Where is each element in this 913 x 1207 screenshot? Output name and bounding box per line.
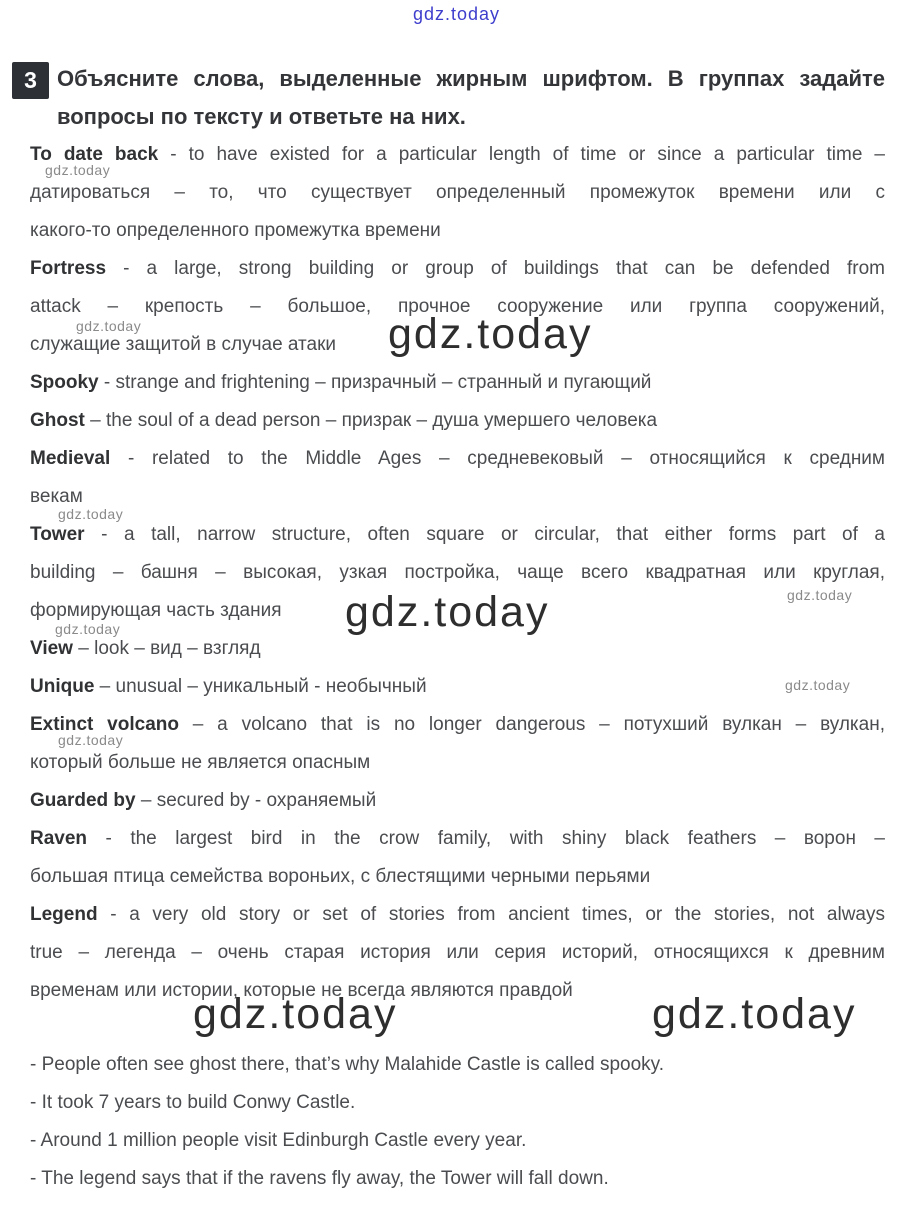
- vocab-entry-fortress: [30, 250, 885, 364]
- vocab-term: Medieval: [30, 448, 111, 469]
- vocab-line: какого-то определенного промежутка времени: [30, 220, 441, 241]
- vocab-line: true – легенда – очень старая история или серия историй, относящихся к древним: [30, 942, 885, 963]
- answer-list: [30, 1046, 885, 1198]
- vocab-line: [30, 250, 885, 288]
- vocab-definition: - a large, strong building or group of buildings that can be defended from: [106, 258, 885, 279]
- vocab-term: Unique: [30, 676, 95, 697]
- exercise-heading-line: Объясните слова, выделенные жирным шрифтом. В группах задайте: [57, 66, 885, 91]
- vocab-entry-tower: [30, 516, 885, 630]
- vocab-entry-extinct-volcano: [30, 706, 885, 782]
- site-watermark-top: gdz.today: [412, 4, 501, 24]
- vocab-term: Raven: [30, 828, 88, 849]
- vocab-entry-medieval: [30, 440, 885, 516]
- vocab-line: [30, 896, 885, 934]
- vocab-entry-raven: [30, 820, 885, 896]
- vocab-term: Fortress: [30, 258, 107, 279]
- vocab-line: [30, 402, 885, 440]
- vocab-line: служащие защитой в случае атаки: [30, 334, 337, 355]
- vocab-term: Guarded by: [30, 790, 136, 811]
- site-watermark-large: gdz.today: [193, 990, 398, 1038]
- vocab-entry-to-date-back: [30, 136, 885, 250]
- vocab-line: который больше не является опасным: [30, 752, 371, 773]
- vocab-line: формирующая часть здания: [30, 600, 282, 621]
- vocab-line: [30, 706, 885, 744]
- vocab-line: временам или истории, которые не всегда являются правдой: [30, 980, 573, 1001]
- site-watermark-small: gdz.today: [76, 318, 142, 334]
- vocab-entry-view: [30, 630, 885, 668]
- vocab-term: Spooky: [30, 372, 99, 393]
- vocab-term: View: [30, 638, 73, 659]
- vocab-term: Ghost: [30, 410, 85, 431]
- site-watermark-small: gdz.today: [58, 506, 124, 522]
- vocab-entry-ghost: [30, 402, 885, 440]
- site-watermark-small: gdz.today: [45, 162, 111, 178]
- vocab-term: Legend: [30, 904, 98, 925]
- site-watermark-small: gdz.today: [55, 621, 121, 637]
- vocab-definition: – a volcano that is no longer dangerous – потухший вулкан – вулкан,: [178, 714, 885, 735]
- vocab-line: датироваться – то, что существует определенный промежуток времени или с: [30, 182, 885, 203]
- vocab-entry-unique: [30, 668, 885, 706]
- vocab-entry-legend: [30, 896, 885, 1010]
- vocab-definition: - the largest bird in the crow family, with shiny black feathers – ворон –: [87, 828, 885, 849]
- vocab-line: [30, 668, 885, 706]
- vocab-line: [30, 364, 885, 402]
- vocab-line: attack – крепость – большое, прочное сооружение или группа сооружений,: [30, 296, 885, 317]
- exercise-number-badge: 3: [12, 62, 49, 99]
- vocab-line: [30, 516, 885, 554]
- vocab-term: To date back: [30, 144, 159, 165]
- site-watermark-small: gdz.today: [58, 732, 124, 748]
- vocab-definition: - strange and frightening – призрачный – странный и пугающий: [98, 372, 652, 393]
- site-watermark-small: gdz.today: [785, 677, 851, 693]
- answer-item: - It took 7 years to build Conwy Castle.: [30, 1092, 356, 1113]
- vocab-line: [30, 782, 885, 820]
- vocab-line: [30, 440, 885, 478]
- answer-item: - People often see ghost there, that’s why Malahide Castle is called spooky.: [30, 1054, 665, 1075]
- vocab-line: [30, 630, 885, 668]
- site-watermark-large: gdz.today: [345, 588, 550, 636]
- vocab-line: building – башня – высокая, узкая постройка, чаще всего квадратная или круглая,: [30, 562, 885, 583]
- vocab-term: Tower: [30, 524, 85, 545]
- exercise-heading-line: вопросы по тексту и ответьте на них.: [57, 104, 466, 129]
- vocab-line: [30, 136, 885, 174]
- vocab-line: векам: [30, 486, 83, 507]
- site-watermark-large: gdz.today: [652, 990, 857, 1038]
- exercise-heading: [57, 60, 885, 136]
- vocab-definition: – secured by - охраняемый: [135, 790, 377, 811]
- vocab-term: Extinct volcano: [30, 714, 179, 735]
- site-watermark-large: gdz.today: [388, 310, 593, 358]
- vocab-line: большая птица семейства вороньих, с блестящими черными перьями: [30, 866, 651, 887]
- vocab-definition: – unusual – уникальный - необычный: [94, 676, 427, 697]
- site-watermark-small: gdz.today: [787, 587, 853, 603]
- vocabulary-list: [30, 136, 885, 1010]
- vocab-definition: – the soul of a dead person – призрак – душа умершего человека: [84, 410, 658, 431]
- vocab-definition: - a tall, narrow structure, often square or circular, that either forms part of a: [84, 524, 885, 545]
- answer-item: - Around 1 million people visit Edinburgh Castle every year.: [30, 1130, 527, 1151]
- vocab-entry-guarded-by: [30, 782, 885, 820]
- vocab-definition: - a very old story or set of stories from ancient times, or the stories, not always: [97, 904, 885, 925]
- vocab-definition: - to have existed for a particular length of time or since a particular time –: [158, 144, 885, 165]
- vocab-definition: - related to the Middle Ages – средневековый – относящийся к средним: [110, 448, 885, 469]
- answer-item: - The legend says that if the ravens fly away, the Tower will fall down.: [30, 1168, 609, 1189]
- vocab-entry-spooky: [30, 364, 885, 402]
- vocab-line: [30, 820, 885, 858]
- vocab-definition: – look – вид – взгляд: [72, 638, 261, 659]
